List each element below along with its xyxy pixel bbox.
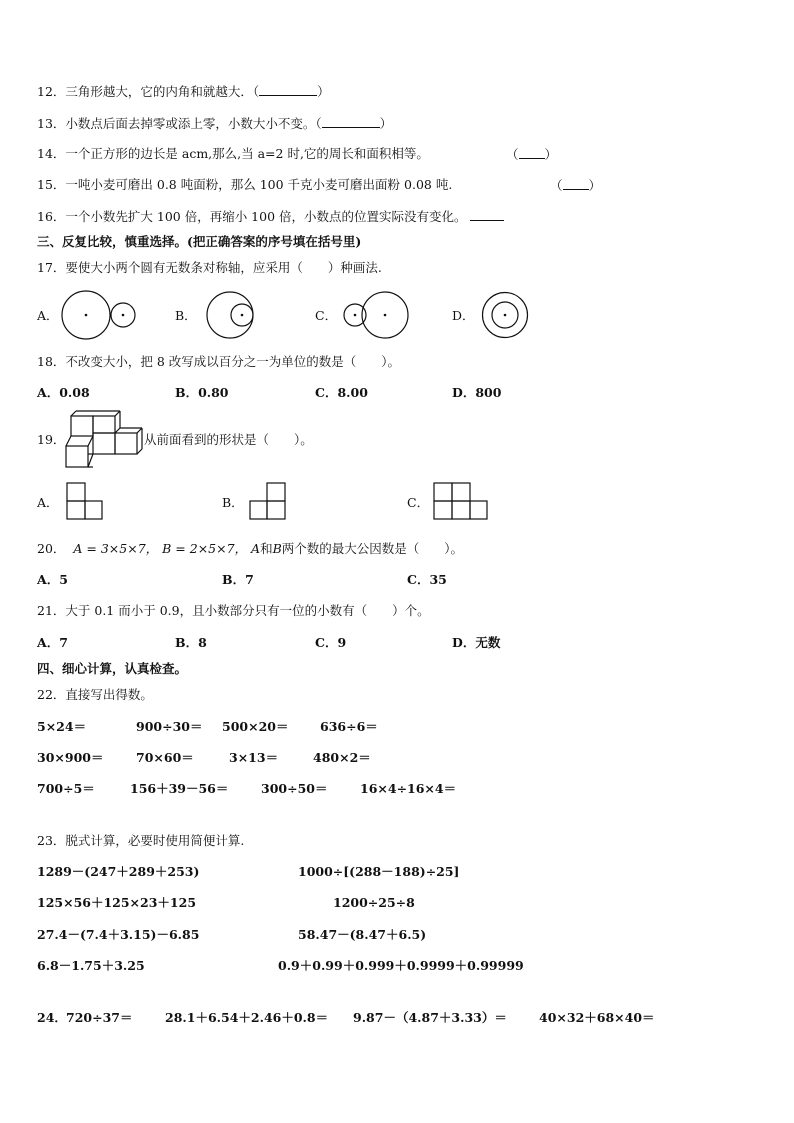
front-view-b-figure (249, 482, 287, 522)
var-b: B (272, 541, 282, 556)
expr-b: B = 2×5×7， (162, 541, 248, 556)
question-18: 18．不改变大小，把 8 改写成以百分之一为单位的数是（ ）。 (37, 354, 401, 369)
option-b[interactable]: B．0.80 (175, 385, 229, 400)
option-a[interactable]: A． (37, 495, 59, 510)
question-15 (37, 177, 452, 193)
calc-item: 156＋39－56＝ (130, 781, 229, 796)
calc-item: 9.87－（4.87＋3.33）＝ (353, 1010, 507, 1025)
option-a[interactable]: A．0.08 (37, 385, 90, 400)
calc-item: 5×24＝ (37, 719, 87, 734)
question-24-number: 24． (37, 1010, 67, 1025)
question-number: 12． (37, 84, 66, 99)
question-number: 13． (37, 116, 66, 131)
answer-blank[interactable] (259, 83, 317, 96)
calc-item: 1200÷25÷8 (333, 895, 415, 910)
calc-item: 125×56＋125×23＋125 (37, 895, 197, 910)
question-text: 三角形越大，它的内角和就越大．（ (65, 84, 260, 99)
answer-blank[interactable] (563, 177, 589, 190)
question-19-text: 从前面看到的形状是（ ）。 (144, 432, 313, 447)
section-heading-3: 三、反复比较，慎重选择。(把正确答案的序号填在括号里) (37, 234, 362, 249)
intersecting-circles-figure (340, 288, 412, 342)
calc-item: 6.8－1.75＋3.25 (37, 958, 145, 973)
calc-item: 1289－(247＋289＋253) (37, 864, 200, 879)
calc-item: 720÷37＝ (66, 1010, 133, 1025)
question-14-answer (506, 146, 557, 163)
option-c[interactable]: C．8.00 (315, 385, 368, 400)
answer-blank[interactable] (470, 208, 504, 221)
option-b[interactable]: B． (175, 308, 197, 323)
front-view-c-figure (433, 482, 489, 522)
option-c[interactable]: C． (315, 308, 338, 323)
question-15-answer (550, 177, 601, 194)
calc-item: 70×60＝ (136, 750, 194, 765)
paren-close: ） (544, 147, 558, 162)
question-20 (37, 541, 463, 557)
option-a[interactable]: A．5 (37, 572, 68, 587)
paren-close: ） (317, 84, 330, 99)
calc-item: 300÷50＝ (261, 781, 328, 796)
calc-item: 1000÷[(288－188)÷25] (298, 864, 460, 879)
var-a: A (251, 541, 261, 556)
answer-blank[interactable] (519, 146, 545, 159)
question-12 (37, 83, 330, 100)
question-14 (37, 146, 429, 162)
concentric-circles-figure (480, 290, 530, 340)
cube-stack-figure (64, 411, 146, 469)
calc-item: 700÷5＝ (37, 781, 95, 796)
paren-open: （ (506, 147, 519, 162)
question-22: 22．直接写出得数。 (37, 687, 153, 702)
question-text: 小数点后面去掉零或添上零，小数大小不变。（ (65, 116, 322, 131)
calc-item: 40×32＋68×40＝ (539, 1010, 655, 1025)
paren-open: （ (550, 178, 563, 193)
expr-a: A = 3×5×7， (73, 541, 159, 556)
calc-item: 28.1＋6.54＋2.46＋0.8＝ (165, 1010, 329, 1025)
question-text: 一个小数先扩大 100 倍，再缩小 100 倍，小数点的位置实际没有变化。 (65, 209, 467, 224)
option-b[interactable]: B．7 (222, 572, 254, 587)
calc-item: 27.4－(7.4＋3.15)－6.85 (37, 927, 200, 942)
calc-item: 58.47－(8.47＋6.5) (298, 927, 427, 942)
conj-text: 和 (260, 541, 273, 556)
option-b[interactable]: B．8 (175, 635, 207, 650)
question-number: 15． (37, 177, 66, 192)
front-view-a-figure (66, 482, 104, 522)
two-circles-apart-figure (60, 288, 140, 342)
question-text: 一吨小麦可磨出 0.8 吨面粉，那么 100 千克小麦可磨出面粉 0.08 吨. (65, 177, 453, 192)
calc-item: 0.9＋0.99＋0.999＋0.9999＋0.99999 (278, 958, 524, 973)
question-text: 一个正方形的边长是 acm,那么,当 a=2 时,它的周长和面积相等。 (65, 146, 429, 161)
calc-item: 500×20＝ (222, 719, 289, 734)
option-c[interactable]: C． (407, 495, 430, 510)
section-heading-4: 四、细心计算，认真检查。 (37, 661, 188, 676)
option-d[interactable]: D．无数 (452, 635, 501, 650)
calc-item: 30×900＝ (37, 750, 104, 765)
calc-item: 16×4÷16×4＝ (360, 781, 457, 796)
question-16 (37, 208, 504, 225)
option-d[interactable]: D．800 (452, 385, 502, 400)
calc-item: 480×2＝ (313, 750, 371, 765)
option-a[interactable]: A．7 (37, 635, 68, 650)
question-number: 20． (37, 541, 66, 556)
inner-tangent-circles-figure (204, 288, 260, 342)
question-number: 16． (37, 209, 66, 224)
calc-item: 3×13＝ (229, 750, 279, 765)
option-c[interactable]: C．9 (315, 635, 347, 650)
option-b[interactable]: B． (222, 495, 244, 510)
question-number: 14． (37, 146, 66, 161)
question-text: 两个数的最大公因数是（ ）。 (281, 541, 464, 556)
question-13 (37, 115, 392, 132)
paren-close: ） (379, 116, 393, 131)
question-17: 17．要使大小两个圆有无数条对称轴，应采用（ ）种画法. (37, 260, 382, 275)
option-c[interactable]: C．35 (407, 572, 447, 587)
question-23: 23．脱式计算，必要时使用简便计算. (37, 833, 245, 848)
option-a[interactable]: A． (37, 308, 59, 323)
answer-blank[interactable] (322, 115, 380, 128)
calc-item: 900÷30＝ (136, 719, 203, 734)
option-d[interactable]: D． (452, 308, 475, 323)
question-21: 21．大于 0.1 而小于 0.9，且小数部分只有一位的小数有（ ）个。 (37, 603, 430, 618)
calc-item: 636÷6＝ (320, 719, 378, 734)
question-19-number: 19． (37, 432, 66, 447)
paren-close: ） (588, 178, 602, 193)
